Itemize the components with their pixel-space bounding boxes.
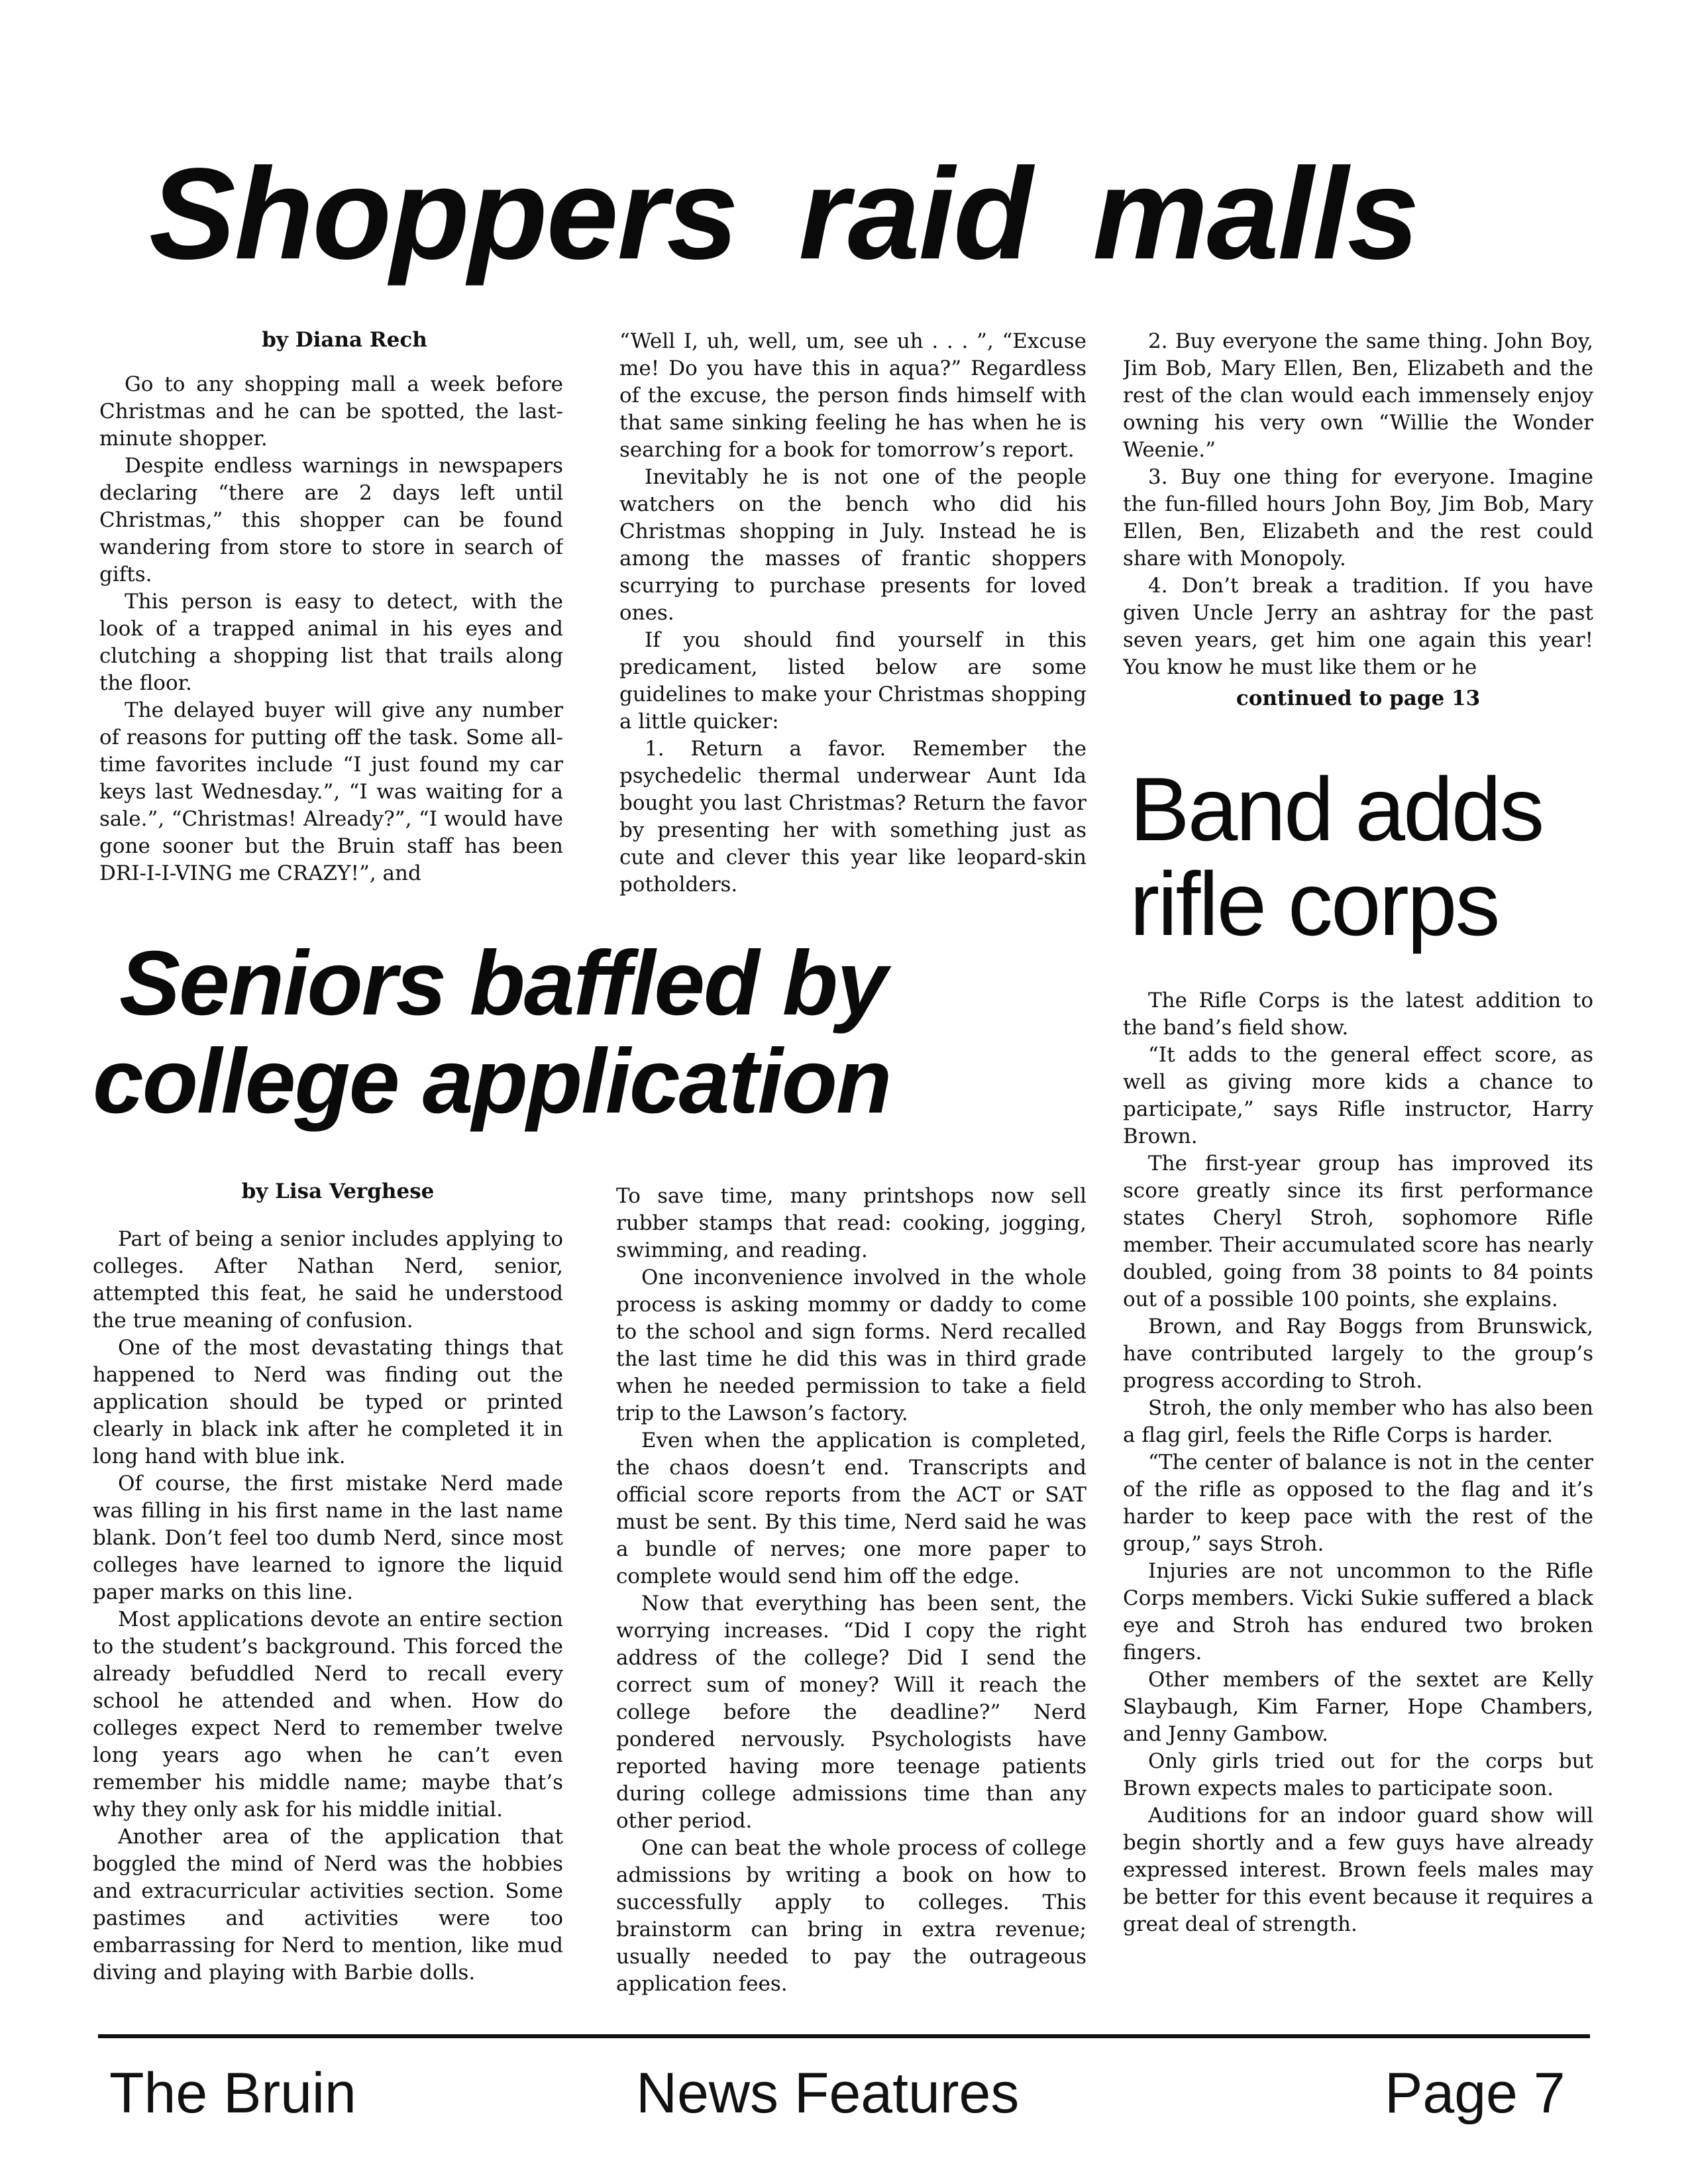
seniors-headline <box>93 934 890 1130</box>
shoppers-column-1 <box>99 371 563 914</box>
paragraph: One of the most devastating things that happened to Nerd was finding out the application should be typed or printed clearly in black ink after he completed it in long hand with blue ink. <box>93 1336 563 1468</box>
paragraph: Injuries are not uncommon to the Rifle Corps members. Vicki Sukie suffered a black eye and Stroh has endured two broken fingers. <box>1123 1559 1593 1665</box>
paragraph: Auditions for an indoor guard show will begin shortly and a few guys have already expressed interest. Brown feels males may be better for this event because it requires a great deal of strength. <box>1123 1804 1593 1936</box>
paragraph: Only girls tried out for the corps but Brown expects males to participate soon. <box>1123 1749 1593 1800</box>
shoppers-headline: Shoppers raid malls <box>149 141 1418 286</box>
seniors-column-2 <box>616 1183 1086 2021</box>
paragraph: Most applications devote an entire section to the student’s background. This forced the already befuddled Nerd to recall every school he attended and when. How do colleges expect Nerd to remember twelve long years ago when he can’t even remember his middle name; maybe that’s why they only ask for his middle initial. <box>93 1608 563 1822</box>
paragraph: Inevitably he is not one of the people watchers on the bench who did his Christmas shopping in July. Instead he is among the masses of frantic shoppers scurrying to purchase presents for loved ones. <box>619 465 1086 625</box>
paragraph: “Well I, uh, well, um, see uh . . . ”, “Excuse me! Do you have this in aqua?” Regardless of the excuse, the person finds himself with that same sinking feeling he has when he is searching for a book for tomorrow’s report. <box>619 329 1086 462</box>
paragraph: 3. Buy one thing for everyone. Imagine the fun-filled hours John Boy, Jim Bob, Mary Ellen, Ben, Elizabeth and the rest could share with Monopoly. <box>1123 465 1593 571</box>
band-headline <box>1130 759 1607 954</box>
paragraph: 4. Don’t break a tradition. If you have given Uncle Jerry an ashtray for the past seven years, get him one again this year! You know he must like them or he <box>1123 574 1593 679</box>
paragraph: One can beat the whole process of college admissions by writing a book on how to successfully apply to colleges. This brainstorm can bring in extra revenue; usually needed to pay the outrageous application fees. <box>616 1836 1086 1996</box>
footer-rule <box>98 2034 1590 2038</box>
paragraph: The delayed buyer will give any number of reasons for putting off the task. Some all-time favorites include “I just found my car keys last Wednesday.”, “I was waiting for a sale.”, “Christmas! Already?”, “I would have gone sooner but the Bruin staff has been DRI-I-I-VING me CRAZY!”, and <box>99 698 563 885</box>
continued-note: continued to page 13 <box>1236 686 1481 710</box>
paragraph: Now that everything has been sent, the worrying increases. “Did I copy the right address of the college? Did I send the correct sum of money? Will it reach the college before the deadline?” Nerd pondered nervously. Psychologists have reported having more teenage patients during college admissions time than any other period. <box>616 1592 1086 1833</box>
seniors-column-1 <box>93 1226 563 2021</box>
paragraph: “It adds to the general effect score, as well as giving more kids a chance to participate,” says Rifle instructor, Harry Brown. <box>1123 1043 1593 1148</box>
paragraph: One inconvenience involved in the whole process is asking mommy or daddy to come to the school and sign forms. Nerd recalled the last time he did this was in third grade when he needed permission to take a field trip to the Lawson’s factory. <box>616 1266 1086 1425</box>
shoppers-byline: by Diana Rech <box>262 328 427 352</box>
paragraph: Of course, the first mistake Nerd made was filling in his first name in the last name blank. Don’t feel too dumb Nerd, since most colleges have learned to ignore the liquid paper marks on this line. <box>93 1472 563 1604</box>
footer-publication: The Bruin <box>109 2061 356 2125</box>
shoppers-column-2 <box>619 328 1086 918</box>
paragraph: Brown, and Ray Boggs from Brunswick, have contributed largely to the group’s progress according to Stroh. <box>1123 1315 1593 1393</box>
footer-section: News Features <box>636 2061 1020 2125</box>
seniors-headline-line-2: college application <box>93 1030 891 1132</box>
band-headline-line-2: rifle corps <box>1130 853 1499 954</box>
paragraph: Go to any shopping mall a week before Christmas and he can be spotted, the last-minute shopper. <box>99 372 563 451</box>
paragraph: Another area of the application that boggled the mind of Nerd was the hobbies and extracurricular activities section. Some pastimes and activities were too embarrassing for Nerd to mention, like mud diving and playing with Barbie dolls. <box>93 1825 563 1985</box>
paragraph: Stroh, the only member who has also been a flag girl, feels the Rifle Corps is harder. <box>1123 1396 1593 1447</box>
paragraph: “The center of balance is not in the center of the rifle as opposed to the flag and it’s harder to keep pace with the rest of the group,” says Stroh. <box>1123 1450 1593 1556</box>
paragraph: 2. Buy everyone the same thing. John Boy, Jim Bob, Mary Ellen, Ben, Elizabeth and the rest of the clan would each immensely enjoy owning his very own “Willie the Wonder Weenie.” <box>1123 329 1593 462</box>
paragraph: The first-year group has improved its score greatly since its first performance states Cheryl Stroh, sophomore Rifle member. Their accumulated score has nearly doubled, going from 38 points to 84 points out of a possible 100 points, she explains. <box>1123 1152 1593 1311</box>
paragraph: If you should find yourself in this predicament, listed below are some guidelines to make your Christmas shopping a little quicker: <box>619 628 1086 734</box>
band-headline-line-1: Band adds <box>1130 759 1543 859</box>
paragraph: Other members of the sextet are Kelly Slaybaugh, Kim Farner, Hope Chambers, and Jenny Gambow. <box>1123 1668 1593 1746</box>
paragraph: The Rifle Corps is the latest addition to the band’s field show. <box>1123 989 1593 1040</box>
paragraph: Part of being a senior includes applying to colleges. After Nathan Nerd, senior, attempted this feat, he said he understood the true meaning of confusion. <box>93 1227 563 1333</box>
paragraph: Despite endless warnings in newspapers declaring “there are 2 days left until Christmas,” this shopper can be found wandering from store to store in search of gifts. <box>99 454 563 586</box>
paragraph: This person is easy to detect, with the look of a trapped animal in his eyes and clutching a shopping list that trails along the floor. <box>99 590 563 695</box>
shoppers-column-3 <box>1123 328 1593 752</box>
band-column <box>1123 987 1593 2021</box>
paragraph: Even when the application is completed, the chaos doesn’t end. Transcripts and official score reports from the ACT or SAT must be sent. By this time, Nerd said he was a bundle of nerves; one more paper to complete would send him off the edge. <box>616 1429 1086 1588</box>
seniors-byline: by Lisa Verghese <box>241 1179 435 1203</box>
footer-page-number: Page 7 <box>1385 2061 1565 2125</box>
paragraph: To save time, many printshops now sell rubber stamps that read: cooking, jogging, swimming, and reading. <box>616 1184 1086 1262</box>
paragraph: 1. Return a favor. Remember the psychedelic thermal underwear Aunt Ida bought you last Christmas? Return the favor by presenting her with something just as cute and clever this year like leopard-skin potholders. <box>619 737 1086 897</box>
seniors-headline-line-1: Seniors baffled by <box>119 932 886 1034</box>
